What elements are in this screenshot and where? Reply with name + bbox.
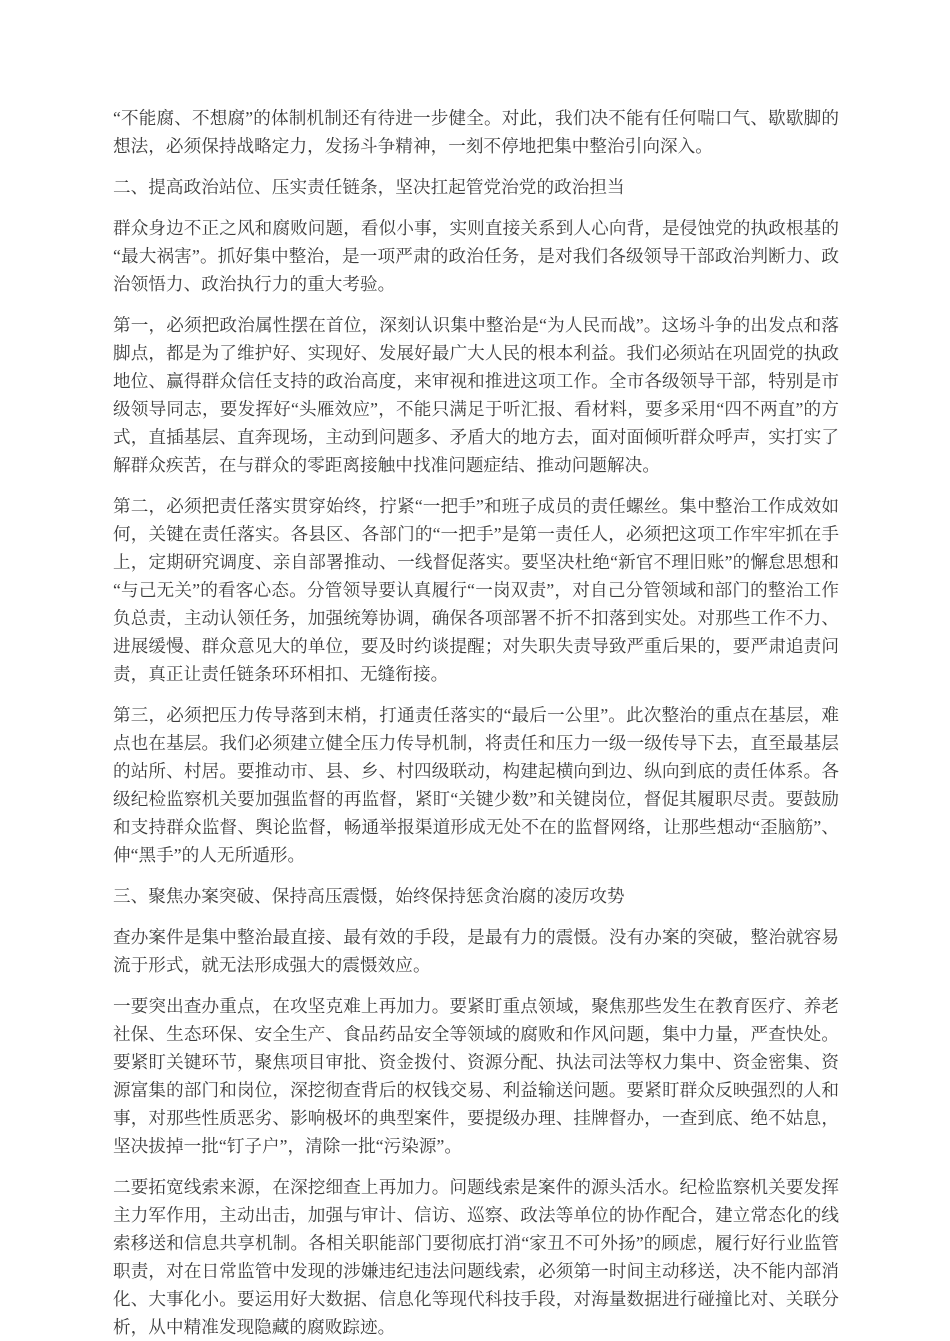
paragraph-case-handling-deterrence: 查办案件是集中整治最直接、最有效的手段，是最有力的震慑。没有办案的突破，整治就容易流于形式，就无法形成强大的震慑效应。 bbox=[113, 927, 839, 975]
paragraph-continuation-mechanism: “不能腐、不想腐”的体制机制还有待进一步健全。对此，我们决不能有任何喘口气、歇歇脚的想法，必须保持战略定力，发扬斗争精神，一刻不停地把集中整治引向深入。 bbox=[113, 108, 839, 156]
document-body bbox=[113, 104, 839, 1341]
paragraph-measure-one-key-focus: 一要突出查办重点，在攻坚克难上再加力。要紧盯重点领域，聚焦那些发生在教育医疗、养老社保、生态环保、安全生产、食品药品安全等领域的腐败和作风问题，集中力量，严查快处。要紧盯关键环节，聚焦项目审批、资金拨付、资源分配、执法司法等权力集中、资金密集、资源富集的部门和岗位，深挖彻查背后的权钱交易、利益输送问题。要紧盯群众反映强烈的人和事，对那些性质恶劣、影响极坏的典型案件，要提级办理、挂牌督办，一查到底、绝不姑息，坚决拔掉一批“钉子户”，清除一批“污染源”。 bbox=[113, 996, 839, 1156]
heading-section-three: 三、聚焦办案突破、保持高压震慑，始终保持惩贪治腐的凌厉攻势 bbox=[113, 886, 625, 906]
paragraph-masses-corruption-problem: 群众身边不正之风和腐败问题，看似小事，实则直接关系到人心向背，是侵蚀党的执政根基的“最大祸害”。抓好集中整治，是一项严肃的政治任务，是对我们各级领导干部政治判断力、政治领悟力、政治执行力的重大考验。 bbox=[113, 218, 839, 294]
heading-section-two: 二、提高政治站位、压实责任链条，坚决扛起管党治党的政治担当 bbox=[113, 177, 625, 197]
paragraph-point-two-responsibility: 第二，必须把责任落实贯穿始终，拧紧“一把手”和班子成员的责任螺丝。集中整治工作成效如何，关键在责任落实。各县区、各部门的“一把手”是第一责任人，必须把这项工作牢牢抓在手上，定期研究调度、亲自部署推动、一线督促落实。要坚决杜绝“新官不理旧账”的懈怠思想和“与己无关”的看客心态。分管领导要认真履行“一岗双责”，对自己分管领域和部门的整治工作负总责，主动认领任务，加强统筹协调，确保各项部署不折不扣落到实处。对那些工作不力、进展缓慢、群众意见大的单位，要及时约谈提醒；对失职失责导致严重后果的，要严肃追责问责，真正让责任链条环环相扣、无缝衔接。 bbox=[113, 496, 839, 684]
paragraph-measure-two-clue-sources: 二要拓宽线索来源，在深挖细查上再加力。问题线索是案件的源头活水。纪检监察机关要发挥主力军作用，主动出击，加强与审计、信访、巡察、政法等单位的协作配合，建立常态化的线索移送和信息共享机制。各相关职能部门要彻底打消“家丑不可外扬”的顾虑，履行好行业监管职责，对在日常监管中发现的涉嫌违纪违法问题线索，必须第一时间主动移送，决不能内部消化、大事化小。要运用好大数据、信息化等现代科技手段，对海量数据进行碰撞比对、关联分析，从中精准发现隐藏的腐败踪迹。 bbox=[113, 1177, 839, 1337]
paragraph-point-one-political-attribute: 第一，必须把政治属性摆在首位，深刻认识集中整治是“为人民而战”。这场斗争的出发点和落脚点，都是为了维护好、实现好、发展好最广大人民的根本利益。我们必须站在巩固党的执政地位、赢得群众信任支持的政治高度，来审视和推进这项工作。全市各级领导干部，特别是市级领导同志，要发挥好“头雁效应”，不能只满足于听汇报、看材料，要多采用“四不两直”的方式，直插基层、直奔现场，主动到问题多、矛盾大的地方去，面对面倾听群众呼声，实打实了解群众疾苦，在与群众的零距离接触中找准问题症结、推动问题解决。 bbox=[113, 315, 839, 475]
paragraph-point-three-pressure-transmission: 第三，必须把压力传导落到末梢，打通责任落实的“最后一公里”。此次整治的重点在基层，难点也在基层。我们必须建立健全压力传导机制，将责任和压力一级一级传导下去，直至最基层的站所、村居。要推动市、县、乡、村四级联动，构建起横向到边、纵向到底的责任体系。各级纪检监察机关要加强监督的再监督，紧盯“关键少数”和关键岗位，督促其履职尽责。要鼓励和支持群众监督、舆论监督，畅通举报渠道形成无处不在的监督网络，让那些想动“歪脑筋”、伸“黑手”的人无所遁形。 bbox=[113, 705, 839, 865]
